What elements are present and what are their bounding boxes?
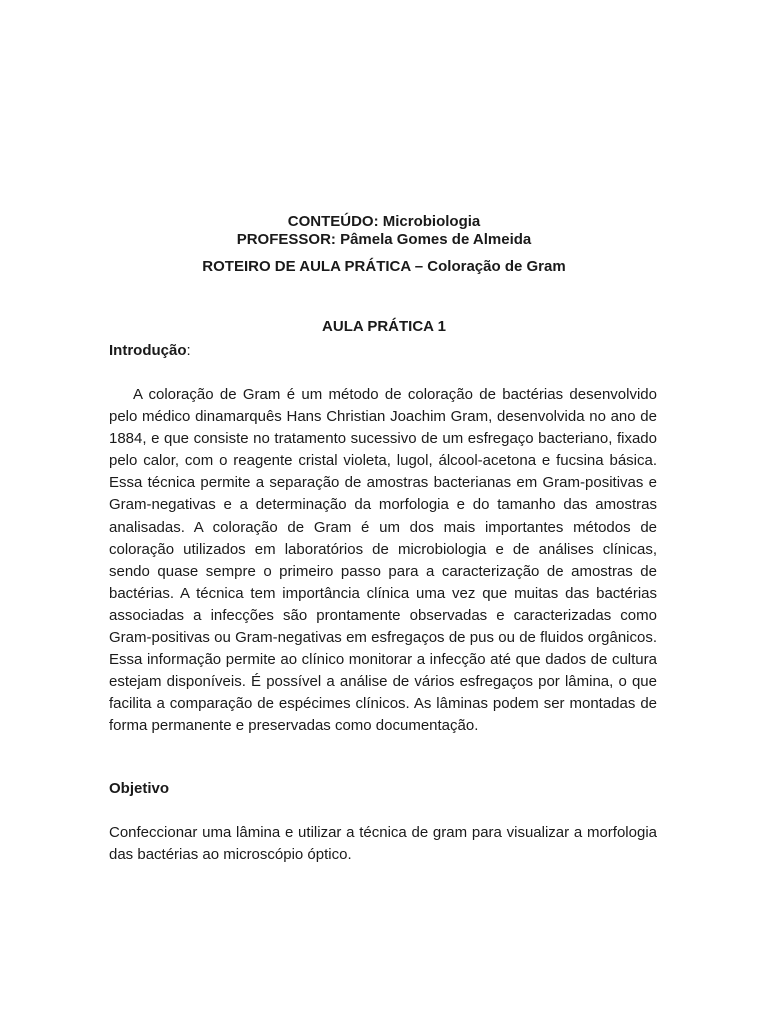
introducao-heading-text: Introdução (109, 342, 187, 359)
aula-pratica-title: AULA PRÁTICA 1 (322, 318, 446, 335)
roteiro-title: ROTEIRO DE AULA PRÁTICA – Coloração de Gram (202, 258, 566, 275)
objetivo-heading: Objetivo (109, 780, 170, 797)
introducao-heading-colon: : (186, 342, 191, 359)
professor-line: PROFESSOR: Pâmela Gomes de Almeida (236, 231, 532, 248)
content-title: CONTEÚDO: Microbiologia (287, 213, 481, 230)
objetivo-paragraph: Confeccionar uma lâmina e utilizar a técnica de gram para visualizar a morfologia das bactérias ao microscópio óptico. (109, 824, 657, 864)
introducao-heading (109, 342, 191, 360)
introducao-paragraph: A coloração de Gram é um método de coloração de bactérias desenvolvido pelo médico dinamarquês Hans Christian Joachim Gram, desenvolvida no ano de 1884, e que consiste no tratamento sucessivo de um esfregaço bacteriano, fixado pelo calor, com o reagente cristal violeta, lugol, álcool-acetona e fucsina básica. Essa técnica permite a separação de amostras bacterianas em Gram-positivas e Gram-negativas e a determinação da morfologia e do tamanho das amostras analisadas. A coloração de Gram é um dos mais importantes métodos de coloração utilizados em laboratórios de microbiologia e de análises clínicas, sendo quase sempre o primeiro passo para a caracterização de amostras de bactérias. A técnica tem importância clínica uma vez que muitas das bactérias associadas a infecções são prontamente observadas e caracterizadas como Gram-positivas ou Gram-negativas em esfregaços de pus ou de fluidos orgânicos. Essa informação permite ao clínico monitorar a infecção até que dados de cultura estejam disponíveis. É possível a análise de vários esfregaços por lâmina, o que facilita a comparação de espécimes clínicos. As lâminas podem ser montadas de forma permanente e preservadas como documentação. (109, 386, 657, 735)
